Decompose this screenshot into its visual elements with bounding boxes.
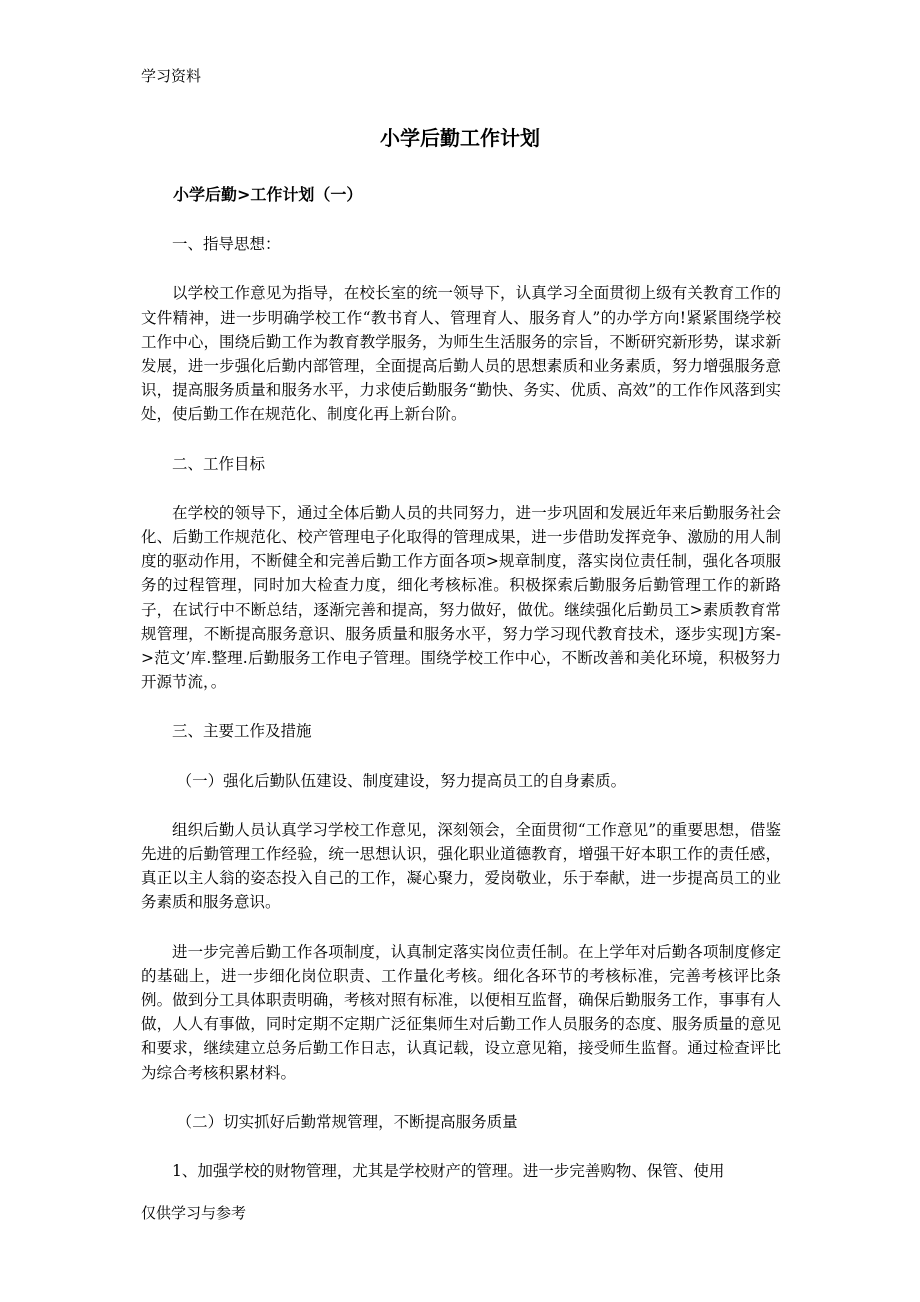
- paragraph-property-management: 1、加强学校的财物管理，尤其是学校财产的管理。进一步完善购物、保管、使用: [172, 1162, 725, 1181]
- subsection-heading-2: （二）切实抓好后勤常规管理，不断提高服务质量: [176, 1112, 518, 1131]
- document-subtitle: 小学后勤>工作计划（一）: [173, 185, 363, 204]
- paragraph-rules-improvement: 进一步完善后勤工作各项制度，认真制定落实岗位责任制。在上学年对后勤各项制度修定的基础上，进一步细化岗位职责、工作量化考核。细化各环节的考核标准，完善考核评比条例。做到分工具体职责明确，考核对照有标准，以便相互监督，确保后勤服务工作，事事有人做，人人有事做，同时定期不定期广泛征集师生对后勤工作人员服务的态度、服务质量的意见和要求，继续建立总务后勤工作日志，认真记载，设立意见箱，接受师生监督。通过检查评比为综合考核积累材料。: [141, 942, 781, 1082]
- page-footer: 仅供学习与参考: [141, 1204, 247, 1222]
- section-heading-1: 一、指导思想：: [172, 235, 281, 254]
- paragraph-guiding-thought: 以学校工作意见为指导，在校长室的统一领导下，认真学习全面贯彻上级有关教育工作的文件精神，进一步明确学校工作“教书育人、管理育人、服务育人”的办学方向!紧紧围绕学校工作中心，围绕后勤工作为教育教学服务，为师生生活服务的宗旨，不断研究新形势，谋求新发展，进一步强化后勤内部管理，全面提高后勤人员的思想素质和业务素质，努力增强服务意识，提高服务质量和服务水平，力求使后勤服务“勤快、务实、优质、高效”的工作作风落到实处，使后勤工作在规范化、制度化再上新台阶。: [141, 284, 781, 424]
- paragraph-work-goals: 在学校的领导下，通过全体后勤人员的共同努力，进一步巩固和发展近年来后勤服务社会化、后勤工作规范化、校产管理电子化取得的管理成果，进一步借助发挥竞争、激励的用人制度的驱动作用，不断健全和完善后勤工作方面各项>规章制度，落实岗位责任制，强化各项服务的过程管理，同时加大检查力度，细化考核标准。积极探索后勤服务后勤管理工作的新路子，在试行中不断总结，逐渐完善和提高，努力做好，做优。继续强化后勤员工>素质教育常规管理，不断提高服务意识、服务质量和服务水平，努力学习现代教育技术，逐步实现]方案->范文’库.整理.后勤服务工作电子管理。围绕学校工作中心，不断改善和美化环境，积极努力开源节流，。: [141, 503, 781, 692]
- document-body: [141, 183, 781, 1208]
- paragraph-staff-study: 组织后勤人员认真学习学校工作意见，深刻领会，全面贯彻“工作意见”的重要思想，借鉴先进的后勤管理工作经验，统一思想认识，强化职业道德教育，增强干好本职工作的责任感，真正以主人翁的姿态投入自己的工作，凝心聚力，爱岗敬业，乐于奉献，进一步提高员工的业务素质和服务意识。: [141, 820, 781, 912]
- document-title: 小学后勤工作计划: [380, 126, 540, 150]
- section-heading-2: 二、工作目标: [172, 454, 266, 473]
- page-header: 学习资料: [141, 67, 202, 85]
- subsection-heading-1: （一）强化后勤队伍建设、制度建设，努力提高员工的自身素质。: [176, 771, 627, 790]
- section-heading-3: 三、主要工作及措施: [172, 722, 312, 741]
